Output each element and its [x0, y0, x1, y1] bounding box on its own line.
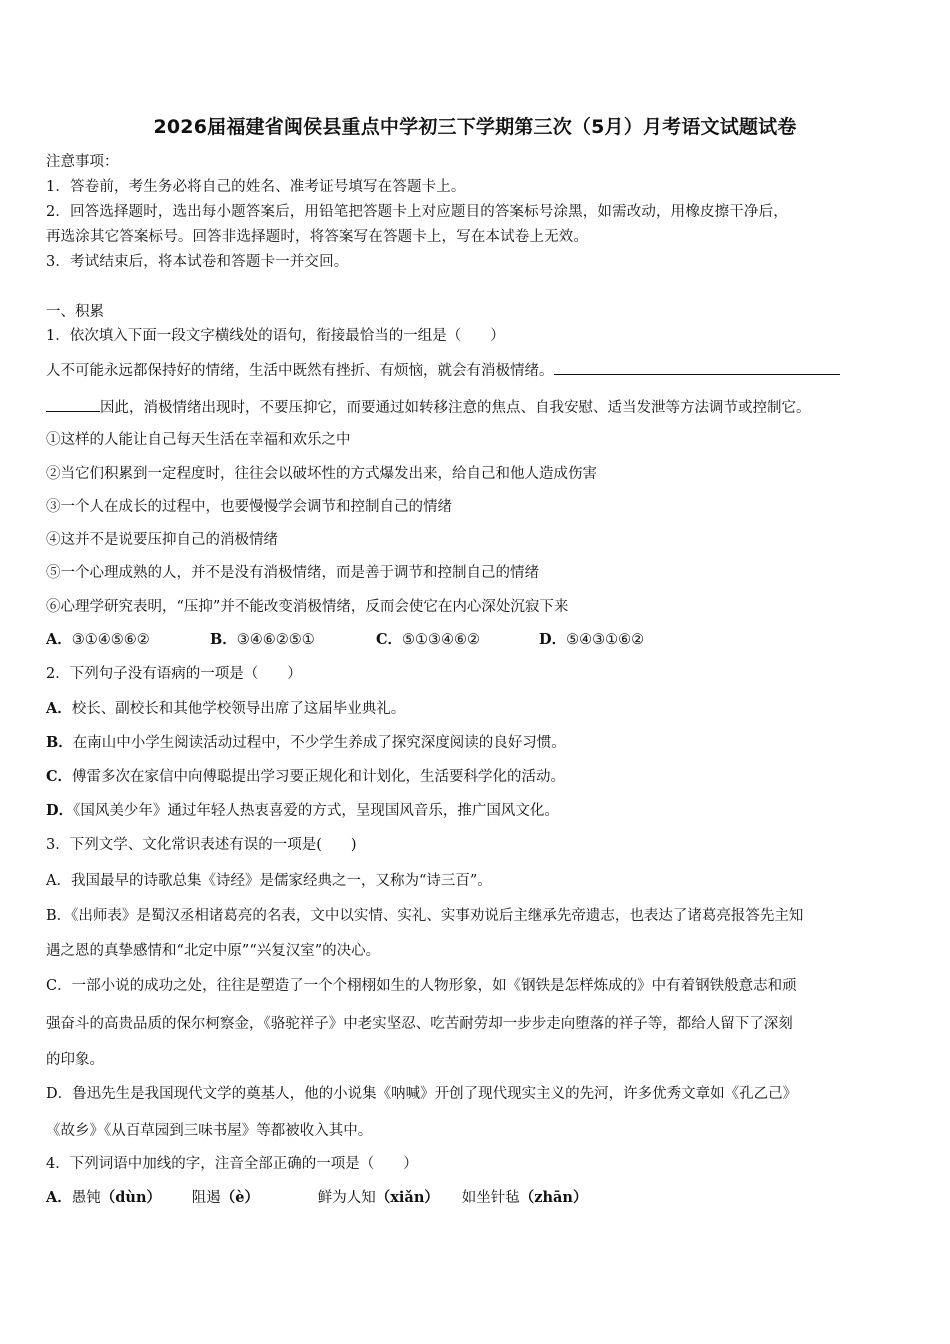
q1-item-4: ④这并不是说要压抑自己的消极情绪	[46, 532, 278, 548]
q2-option-a[interactable]: A．校长、副校长和其他学校领导出席了这届毕业典礼。	[46, 700, 406, 717]
notice-heading: 注意事项：	[46, 154, 119, 170]
notice-item-3: 3．考试结束后，将本试卷和答题卡一并交回。	[46, 254, 349, 270]
q4-word-2: 阻遏（è）	[191, 1189, 259, 1206]
q3-option-c-line-3: 的印象。	[46, 1052, 104, 1068]
section-heading: 一、积累	[46, 304, 104, 320]
q1-stem: 1．依次填入下面一段文字横线处的语句，衔接最恰当的一组是（ ）	[46, 328, 505, 344]
q1-item-2: ②当它们积累到一定程度时，往往会以破坏性的方式爆发出来，给自己和他人造成伤害	[46, 466, 597, 482]
q1-item-6: ⑥心理学研究表明，“压抑”并不能改变消极情绪，反而会使它在内心深处沉寂下来	[46, 599, 569, 615]
q1-item-3: ③一个人在成长的过程中，也要慢慢学会调节和控制自己的情绪	[46, 499, 452, 515]
q1-option-a[interactable]: A．③①④⑤⑥②	[46, 631, 150, 648]
q2-option-b[interactable]: B．在南山中小学生阅读活动过程中，不少学生养成了探究深度阅读的良好习惯。	[46, 734, 566, 751]
q3-option-c-line-1[interactable]: C．一部小说的成功之处，往往是塑造了一个个栩栩如生的人物形象，如《钢铁是怎样炼成的》中有着钢铁般意志和顽	[46, 978, 797, 994]
q1-blank-1	[554, 360, 840, 375]
q1-options	[46, 630, 644, 650]
q4-option-a[interactable]	[46, 1188, 587, 1208]
notice-item-2: 2．回答选择题时，选出每小题答案后，用铅笔把答题卡上对应题目的答案标号涂黑，如需改动，用橡皮擦干净后，	[46, 204, 788, 220]
q1-item-1: ①这样的人能让自己每天生活在幸福和欢乐之中	[46, 432, 351, 448]
exam-title: 2026届福建省闽侯县重点中学初三下学期第三次（5月）月考语文试题试卷	[153, 116, 797, 138]
q1-passage-line-1	[46, 360, 840, 381]
q3-option-c-line-2: 强奋斗的高贵品质的保尔柯察金，《骆驼祥子》中老实坚忍、吃苦耐劳却一步步走向堕落的祥子等，都给人留下了深刻	[46, 1016, 793, 1032]
q1-passage-line-2	[46, 397, 811, 418]
q3-option-d-line-1[interactable]: D．鲁迅先生是我国现代文学的奠基人，他的小说集《呐喊》开创了现代现实主义的先河，许多优秀文章如《孔乙己》	[46, 1086, 798, 1102]
q2-option-d[interactable]: D．《国风美少年》通过年轻人热衷喜爱的方式，呈现国风音乐，推广国风文化。	[46, 802, 559, 819]
q1-option-b[interactable]: B．③④⑥②⑤①	[210, 631, 315, 648]
q1-blank-2	[46, 397, 100, 412]
q4-stem: 4．下列词语中加线的字，注音全部正确的一项是（ ）	[46, 1156, 418, 1172]
q1-option-c[interactable]: C．⑤①③④⑥②	[376, 631, 481, 648]
q4-word-4: 如坐针毡（zhān）	[461, 1189, 588, 1206]
q3-option-b-line-1[interactable]: B．《出师表》是蜀汉丞相诸葛亮的名表，文中以实情、实礼、实事劝说后主继承先帝遗志，也表达了诸葛亮报答先主知	[46, 908, 804, 924]
q1-passage-a: 人不可能永远都保持好的情绪，生活中既然有挫折、有烦恼，就会有消极情绪。	[46, 363, 554, 379]
q3-option-d-line-2: 《故乡》《从百草园到三味书屋》等都被收入其中。	[46, 1123, 373, 1139]
q4-word-3: 鲜为人知（xiǎn）	[317, 1189, 439, 1206]
q1-passage-b: 因此，消极情绪出现时，不要压抑它，而要通过如转移注意的焦点、自我安慰、适当发泄等方法调节或控制它。	[100, 400, 811, 416]
notice-item-2-cont: 再选涂其它答案标号。回答非选择题时，将答案写在答题卡上，写在本试卷上无效。	[46, 229, 589, 245]
q4-option-letter: A．	[46, 1189, 72, 1206]
q1-option-d[interactable]: D．⑤④③①⑥②	[539, 631, 645, 648]
q2-stem: 2．下列句子没有语病的一项是（ ）	[46, 666, 302, 682]
q3-option-b-line-2: 遇之恩的真挚感情和“北定中原”“兴复汉室”的决心。	[46, 943, 381, 959]
q3-stem: 3．下列文学、文化常识表述有误的一项是( )	[46, 837, 357, 853]
q2-option-c[interactable]: C．傅雷多次在家信中向傅聪提出学习要正规化和计划化，生活要科学化的活动。	[46, 768, 566, 785]
q4-word-1: 愚钝（dùn）	[71, 1189, 161, 1206]
q3-option-a[interactable]: A．我国最早的诗歌总集《诗经》是儒家经典之一，又称为“诗三百”。	[46, 873, 492, 889]
q1-item-5: ⑤一个心理成熟的人，并不是没有消极情绪，而是善于调节和控制自己的情绪	[46, 565, 539, 581]
notice-item-1: 1．答卷前，考生务必将自己的姓名、准考证号填写在答题卡上。	[46, 179, 466, 195]
